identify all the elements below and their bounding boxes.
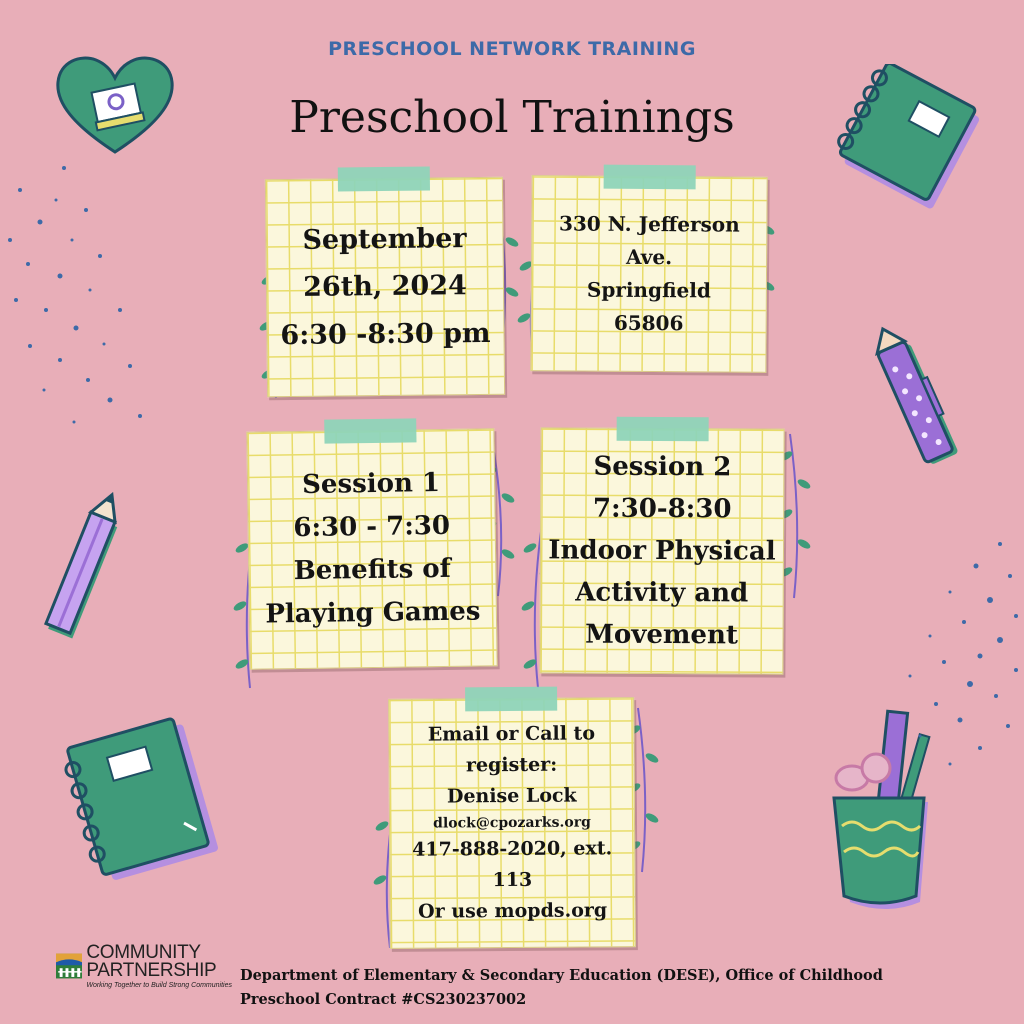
- tape-strip: [338, 167, 430, 192]
- address-street-suffix: Ave.: [626, 244, 673, 270]
- location-note: [530, 175, 767, 373]
- page-title: Preschool Trainings: [289, 92, 735, 143]
- website-link[interactable]: Or use mopds.org: [418, 899, 608, 923]
- pen-icon: [866, 322, 976, 488]
- tape-strip: [324, 418, 416, 443]
- logo-mark-icon: [56, 949, 82, 983]
- logo-line-2: PARTNERSHIP: [86, 959, 217, 981]
- community-partnership-logo: [56, 940, 232, 992]
- contact-email-link[interactable]: dlock@cpozarks.org: [433, 814, 591, 832]
- eyebrow-heading: PRESCHOOL NETWORK TRAINING: [328, 38, 696, 60]
- confetti-dots: [0, 160, 170, 440]
- session-1-topic: Benefits of: [293, 553, 452, 587]
- register-note: [388, 697, 636, 949]
- session-2-note: [539, 427, 784, 674]
- logo-line-1: COMMUNITY: [86, 941, 201, 963]
- date-note: [265, 177, 505, 397]
- session-1-topic-cont: Playing Games: [265, 596, 481, 630]
- footer-contract: Preschool Contract #CS230237002: [240, 991, 527, 1008]
- tape-strip: [604, 165, 696, 190]
- session-1-time: 6:30 - 7:30: [293, 511, 451, 544]
- session-2-topic-cont: Activity and: [575, 577, 749, 609]
- session-1-note: [246, 428, 497, 669]
- address-zip: 65806: [613, 310, 684, 336]
- footer-credit: [240, 964, 920, 1012]
- date-time: 6:30 -8:30 pm: [280, 317, 491, 351]
- notebook-icon: [56, 710, 226, 890]
- session-1-title: Session 1: [301, 468, 441, 501]
- footer-department: Department of Elementary & Secondary Education (DESE), Office of Childhood: [240, 967, 883, 984]
- pencil-icon: [34, 492, 134, 652]
- address-street: 330 N. Jefferson: [558, 211, 740, 237]
- date-month: September: [302, 223, 467, 256]
- address-city: Springfield: [586, 277, 711, 303]
- contact-phone: 417-888-2020, ext.: [412, 837, 613, 862]
- session-2-topic: Indoor Physical: [548, 535, 776, 567]
- contact-name: Denise Lock: [446, 784, 577, 808]
- session-2-time: 7:30-8:30: [592, 493, 732, 525]
- confetti-dots: [880, 536, 1024, 776]
- logo-tagline: Working Together to Build Strong Communities: [86, 981, 232, 989]
- tape-strip: [465, 687, 557, 712]
- heart-photo-icon: [52, 52, 178, 156]
- tape-strip: [617, 417, 709, 441]
- contact-phone-ext: 113: [492, 868, 533, 892]
- notebook-icon: [832, 64, 982, 214]
- session-2-topic-end: Movement: [585, 619, 739, 651]
- date-day-year: 26th, 2024: [303, 270, 467, 304]
- register-prompt: Email or Call to: [427, 722, 596, 746]
- register-prompt-cont: register:: [465, 753, 558, 777]
- session-2-title: Session 2: [593, 451, 732, 483]
